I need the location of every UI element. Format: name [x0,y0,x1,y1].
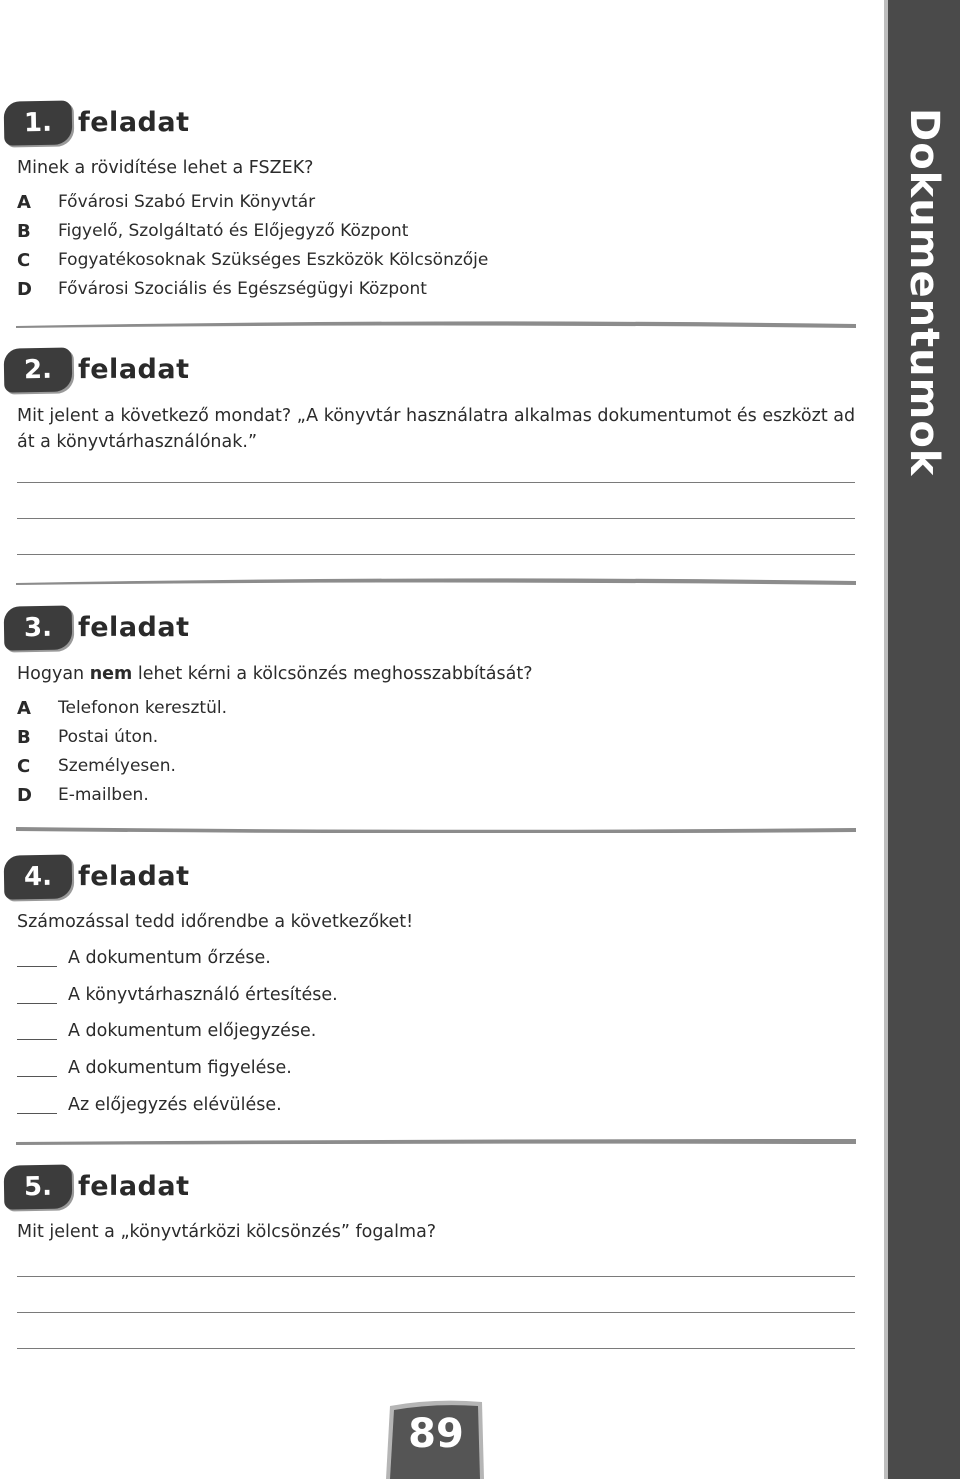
option-text: Figyelő, Szolgáltató és Előjegyző Központ [58,221,409,241]
task-3-header [4,606,304,652]
option-letter: D [17,279,32,300]
option-text: Postai úton. [58,727,159,747]
order-item-text: Az előjegyzés elévülése. [68,1095,282,1115]
task-5-header [4,1165,304,1211]
task-4-question: Számozással tedd időrendbe a következőket! [17,912,414,932]
task-5-title: feladat [78,1171,190,1202]
side-tab-label [896,108,952,477]
order-item-text: A dokumentum előjegyzése. [68,1021,317,1041]
option-letter: A [17,192,31,213]
task-5-number: 5. [4,1164,73,1209]
answer-line[interactable] [17,1348,855,1349]
task-1-number: 1. [4,100,73,145]
task-3-number: 3. [4,605,73,650]
answer-line[interactable] [17,1312,855,1313]
option-text: Fővárosi Szabó Ervin Könyvtár [58,192,316,212]
option-text: Fogyatékosoknak Szükséges Eszközök Kölcsönzője [58,250,489,270]
section-divider [16,823,856,833]
option-letter: A [17,698,31,719]
option-text: Személyesen. [58,756,176,776]
task-2-number: 2. [4,347,73,392]
order-item-text: A dokumentum figyelése. [68,1058,292,1078]
option-letter: D [17,785,32,806]
order-blank[interactable] [17,1113,57,1114]
order-blank[interactable] [17,1003,57,1004]
task-1-title: feladat [78,107,190,138]
task-4-header [4,855,304,901]
task-1-header [4,101,304,147]
side-tab-text: Dokumentumok [901,108,947,477]
page-number: 89 [408,1411,464,1457]
task-3-question [17,664,533,684]
option-letter: B [17,727,31,748]
answer-line[interactable] [17,482,855,483]
answer-line[interactable] [17,1276,855,1277]
order-blank[interactable] [17,1076,57,1077]
page-number-badge [384,1398,488,1479]
section-divider [16,319,856,329]
option-text: Fővárosi Szociális és Egészségügyi Központ [58,279,427,299]
question-text: Hogyan [17,664,90,684]
task-4-number: 4. [4,854,73,899]
task-2-question: Mit jelent a következő mondat? „A könyvtár használatra alkalmas dokumentumot és eszközt ad át a könyvtárhasználónak.” [17,406,856,452]
answer-line[interactable] [17,518,855,519]
section-divider [16,1136,856,1146]
question-emphasis: nem [89,664,133,684]
order-blank[interactable] [17,966,57,967]
order-item-text: A könyvtárhasználó értesítése. [68,985,338,1005]
order-item-text: A dokumentum őrzése. [68,948,271,968]
task-2-title: feladat [78,354,190,385]
task-5-question: Mit jelent a „könyvtárközi kölcsönzés” fogalma? [17,1222,437,1242]
task-4-title: feladat [78,861,190,892]
option-letter: C [17,756,31,777]
order-blank[interactable] [17,1039,57,1040]
task-3-title: feladat [78,612,190,643]
option-text: Telefonon keresztül. [58,698,227,718]
option-letter: C [17,250,31,271]
question-text: lehet kérni a kölcsönzés meghosszabbítását? [132,664,533,684]
option-letter: B [17,221,31,242]
option-text: E-mailben. [58,785,149,805]
section-divider [16,576,856,586]
answer-line[interactable] [17,554,855,555]
task-2-header [4,348,304,394]
task-1-question: Minek a rövidítése lehet a FSZEK? [17,158,314,178]
